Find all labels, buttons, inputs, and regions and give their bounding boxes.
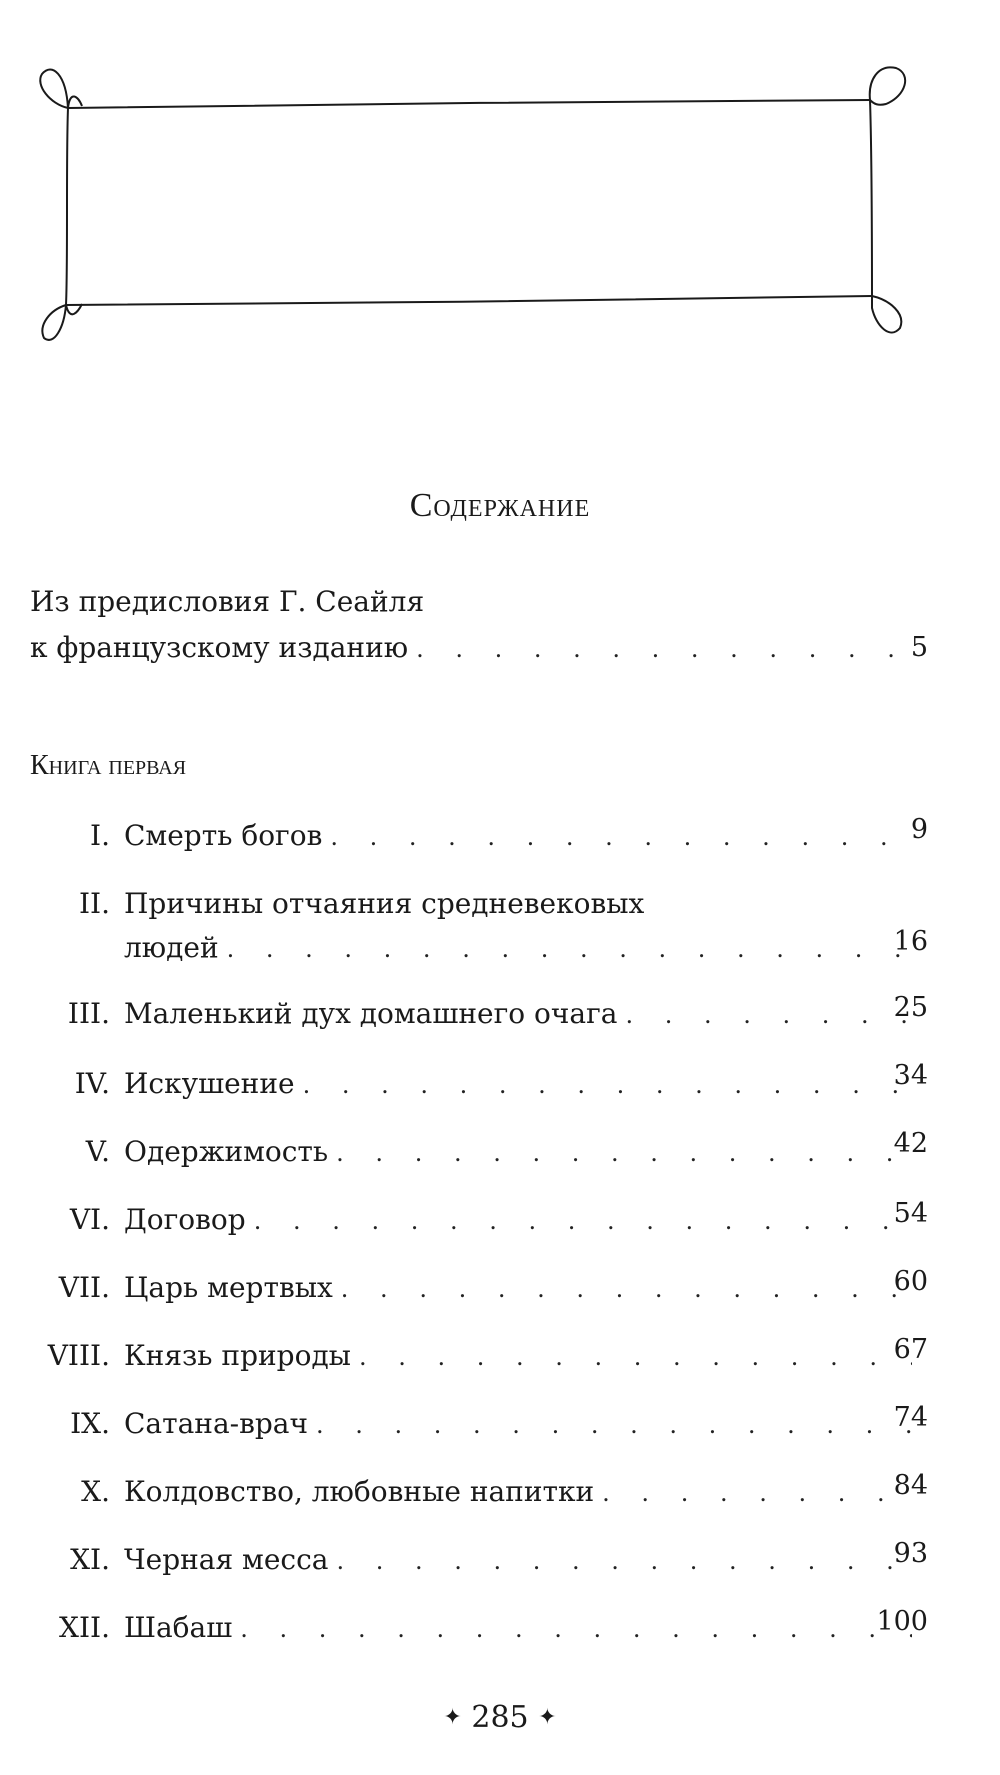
chapter-title-line1: Причины отчаяния средневековых xyxy=(124,887,645,920)
chapter-numeral: III. xyxy=(67,997,110,1030)
toc-page-number: 93 xyxy=(893,1538,928,1569)
chapter-numeral: VI. xyxy=(69,1203,110,1236)
chapter-numeral: II. xyxy=(78,887,110,920)
chapter-title: людей xyxy=(124,931,219,964)
page-title: Содержание xyxy=(409,487,591,524)
toc-page-number: 5 xyxy=(910,632,928,663)
chapter-title: Сатана-врач xyxy=(124,1407,309,1440)
chapter-numeral: IV. xyxy=(74,1067,110,1100)
chapter-numeral: XII. xyxy=(59,1611,110,1644)
chapter-numeral: I. xyxy=(90,819,110,852)
chapter-numeral: IX. xyxy=(70,1407,110,1440)
leader-dots xyxy=(416,631,912,667)
leader-dots xyxy=(359,1339,912,1375)
chapter-title: Черная месса xyxy=(124,1543,329,1576)
ornament-icon: ✦ xyxy=(443,1705,462,1730)
chapter-numeral: VIII. xyxy=(47,1339,110,1372)
leader-dots xyxy=(254,1203,912,1239)
toc-page-number: 74 xyxy=(893,1402,928,1433)
toc-page-number: 100 xyxy=(876,1606,928,1637)
chapter-numeral: V. xyxy=(85,1135,110,1168)
leader-dots xyxy=(227,931,912,967)
leader-dots xyxy=(316,1407,912,1443)
leader-dots xyxy=(336,1543,912,1579)
chapter-title: Царь мертвых xyxy=(124,1271,333,1304)
page-footer xyxy=(0,1700,1000,1735)
toc-page-number: 67 xyxy=(893,1334,928,1365)
chapter-title: Колдовство, любовные напитки xyxy=(124,1475,595,1508)
leader-dots xyxy=(303,1067,912,1103)
toc-page-number: 54 xyxy=(893,1198,928,1229)
toc-page-number: 84 xyxy=(893,1470,928,1501)
toc-page-number: 60 xyxy=(893,1266,928,1297)
toc-page-number: 9 xyxy=(910,814,928,845)
chapter-numeral: VII. xyxy=(58,1271,110,1304)
chapter-title: Шабаш xyxy=(124,1611,233,1644)
chapter-title: Договор xyxy=(124,1203,246,1236)
leader-dots xyxy=(240,1611,912,1647)
toc-page-number: 25 xyxy=(893,992,928,1023)
toc-entry-title: к французскому изданию xyxy=(30,631,409,664)
leader-dots xyxy=(336,1135,912,1171)
chapter-title: Искушение xyxy=(124,1067,295,1100)
ornament-icon: ✦ xyxy=(538,1705,557,1730)
section-heading: Книга первая xyxy=(30,750,187,781)
leader-dots xyxy=(330,819,912,855)
page-number: 285 xyxy=(471,1700,529,1735)
toc-page-number: 42 xyxy=(893,1128,928,1159)
chapter-title: Маленький дух домашнего очага xyxy=(124,997,618,1030)
leader-dots xyxy=(341,1271,912,1307)
toc-entry-title-line1: Из предисловия Г. Сеайля xyxy=(30,585,425,618)
toc-page-number: 16 xyxy=(893,926,928,957)
chapter-numeral: X. xyxy=(81,1475,110,1508)
chapter-title: Одержимость xyxy=(124,1135,329,1168)
chapter-title: Князь природы xyxy=(124,1339,351,1372)
leader-dots xyxy=(602,1475,912,1511)
toc-page-number: 34 xyxy=(893,1060,928,1091)
chapter-title: Смерть богов xyxy=(124,819,323,852)
chapter-numeral: XI. xyxy=(70,1543,110,1576)
